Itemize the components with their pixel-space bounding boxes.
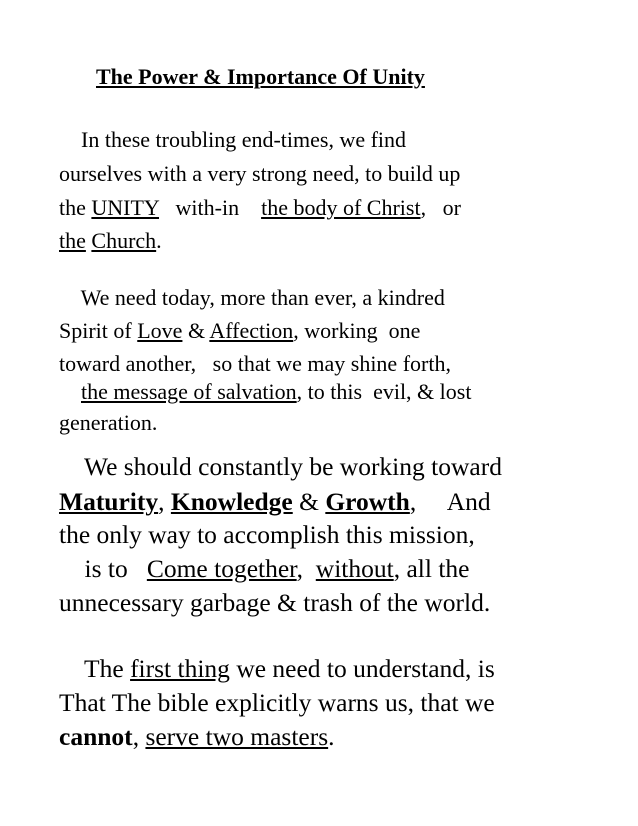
paragraph-3-line-4 (59, 554, 469, 584)
paragraph-2-line-2 (59, 318, 420, 344)
bold-word-cannot: cannot (59, 722, 133, 751)
paragraph-4-line-1 (59, 654, 495, 684)
underlined-phrase-body-of-christ: the body of Christ (261, 195, 421, 220)
text-run: , or (420, 195, 461, 220)
text-run: , (296, 554, 316, 583)
text-run: , working one (293, 318, 421, 343)
text-run: & (182, 318, 210, 343)
paragraph-4-line-2: That The bible explicitly warns us, that we (59, 688, 495, 717)
bold-word-growth: Growth (325, 487, 410, 516)
text-run: . (328, 722, 335, 751)
paragraph-1-line-3 (59, 195, 461, 221)
text-run: we need to understand, is (229, 654, 495, 683)
document-title: The Power & Importance Of Unity (96, 64, 425, 89)
underlined-word-affection: Affection (209, 318, 294, 343)
paragraph-3-line-1: We should constantly be working toward (59, 452, 502, 481)
text-run: , (132, 722, 146, 751)
text-run: , all the (393, 554, 470, 583)
underlined-word-love: Love (137, 318, 183, 343)
paragraph-2-line-5: generation. (59, 410, 158, 435)
text-run: , (158, 487, 171, 516)
text-run: Spirit of (59, 318, 138, 343)
underlined-word-church: Church (91, 228, 157, 253)
text-run: The (59, 654, 131, 683)
text-run: , to this evil, & lost (296, 379, 472, 404)
underlined-word-unity: UNITY (91, 195, 160, 220)
underlined-phrase-first-thing: first thing (130, 654, 230, 683)
text-run: . (156, 228, 162, 253)
underlined-word-the: the (59, 228, 86, 253)
paragraph-3-line-2 (59, 487, 491, 517)
paragraph-2-line-1: We need today, more than ever, a kindred (59, 285, 445, 310)
text-run: & (292, 487, 326, 516)
text-run: the (59, 195, 92, 220)
text-run: , And (409, 487, 491, 516)
paragraph-4-line-3 (59, 722, 335, 752)
paragraph-3-line-3: the only way to accomplish this mission, (59, 520, 475, 549)
paragraph-3-line-5: unnecessary garbage & trash of the world. (59, 588, 491, 617)
bold-word-maturity: Maturity (59, 487, 159, 516)
paragraph-1-line-4 (59, 228, 162, 254)
text-run: with-in (159, 195, 262, 220)
text-run (59, 379, 81, 404)
bold-word-knowledge: Knowledge (170, 487, 293, 516)
paragraph-1-line-1: In these troubling end-times, we find (59, 127, 407, 152)
paragraph-2-line-4 (59, 379, 471, 405)
paragraph-1-line-2: ourselves with a very strong need, to build up (59, 161, 461, 186)
underlined-word-without: without (315, 554, 394, 583)
underlined-phrase-message-of-salvation: the message of salvation (81, 379, 297, 404)
underlined-phrase-serve-two-masters: serve two masters (145, 722, 329, 751)
underlined-phrase-come-together: Come together (146, 554, 297, 583)
paragraph-2-line-3: toward another, so that we may shine forth, (59, 351, 451, 376)
text-run: is to (59, 554, 147, 583)
